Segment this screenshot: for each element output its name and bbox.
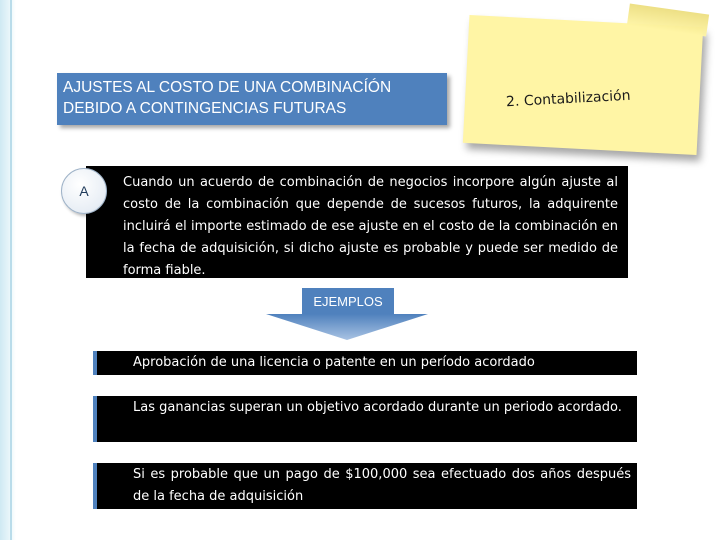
slide-title bbox=[57, 73, 447, 125]
examples-label: EJEMPLOS bbox=[302, 288, 394, 314]
example-item-2-text: Las ganancias superan un objetivo acordado durante un periodo acordado. bbox=[133, 400, 622, 415]
definition-box bbox=[86, 166, 628, 278]
sticky-note bbox=[446, 9, 716, 165]
example-item-1 bbox=[93, 351, 637, 375]
example-item-3 bbox=[93, 463, 637, 509]
sticky-note-text: 2. Contabilización bbox=[505, 87, 631, 111]
example-item-3-text: Si es probable que un pago de $100,000 sea efectuado dos años después de la fecha de adquisición bbox=[133, 467, 631, 504]
decorative-left-edge bbox=[0, 0, 16, 540]
definition-text: Cuando un acuerdo de combinación de negocios incorpore algún ajuste al costo de la combinación que depende de sucesos futuros, la adquirente incluirá el importe estimado de ese ajuste en el costo de la combinación en la fecha de adquisición, si dicho ajuste es probable y puede ser medido de forma fiable. bbox=[123, 175, 618, 278]
slide-title-line-2: DEBIDO A CONTINGENCIAS FUTURAS bbox=[63, 100, 347, 117]
example-item-1-text: Aprobación de una licencia o patente en un período acordado bbox=[133, 355, 535, 370]
down-arrow-icon bbox=[266, 314, 428, 340]
slide-title-line-1: AJUSTES AL COSTO DE UNA COMBINACÍÓN bbox=[63, 79, 392, 96]
decorative-edge-line bbox=[10, 0, 12, 540]
section-marker-letter: A bbox=[79, 183, 89, 199]
sticky-note-paper bbox=[463, 15, 703, 155]
example-item-2 bbox=[93, 396, 637, 442]
section-marker-circle bbox=[61, 168, 107, 214]
